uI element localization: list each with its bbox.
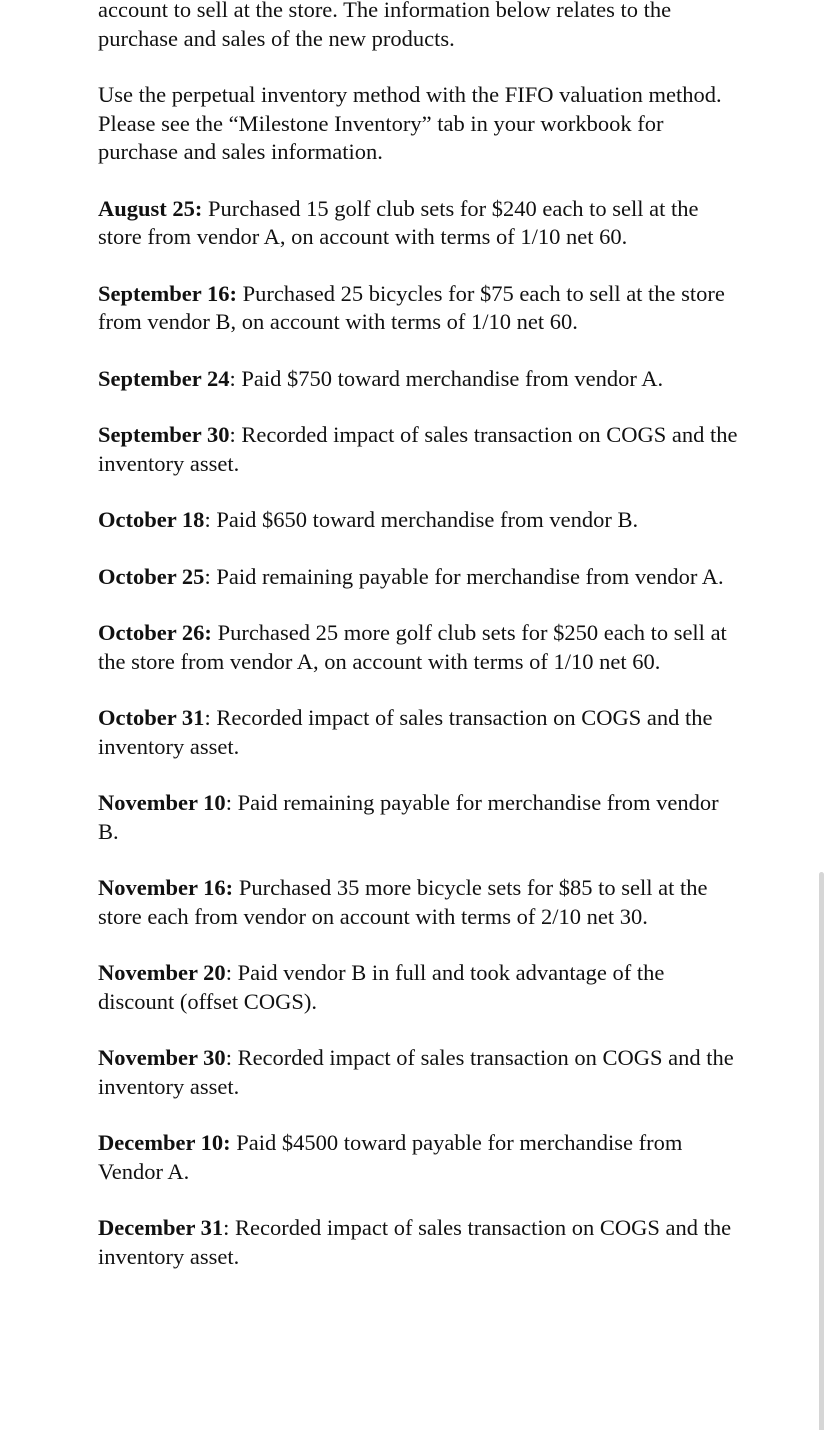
transaction-date: November 20 (98, 960, 226, 985)
transaction-oct-18 (98, 506, 738, 535)
transaction-oct-31 (98, 704, 738, 761)
transaction-nov-10 (98, 789, 738, 846)
transaction-date: October 25 (98, 563, 205, 589)
transaction-date: October 26: (98, 620, 212, 645)
transaction-oct-25 (98, 563, 738, 592)
transaction-date: November 30 (98, 1045, 226, 1070)
vertical-scrollbar[interactable] (819, 872, 824, 1430)
transaction-sep-16 (98, 280, 738, 337)
transaction-date: September 16: (98, 280, 237, 306)
transaction-text: : Paid remaining payable for merchandise from vendor A. (204, 563, 724, 589)
transaction-text: : Paid $750 toward merchandise from vendor A. (229, 365, 664, 391)
transaction-date: September 24 (98, 365, 230, 391)
transaction-oct-26 (98, 619, 738, 676)
transaction-text: Paid $4500 toward payable for merchandise from Vendor A. (98, 1130, 683, 1184)
document-body (98, 0, 738, 1299)
transaction-date: December 31 (98, 1215, 224, 1240)
transaction-aug-25 (98, 195, 738, 252)
transaction-text: Purchased 35 more bicycle sets for $85 to sell at the store each from vendor on account with terms of 2/10 net 30. (98, 875, 708, 929)
transaction-date: August 25: (98, 195, 203, 221)
transaction-nov-30 (98, 1044, 738, 1101)
transaction-text: : Recorded impact of sales transaction on COGS and the inventory asset. (98, 422, 738, 476)
transaction-dec-10 (98, 1129, 738, 1186)
transaction-text: : Recorded impact of sales transaction on COGS and the inventory asset. (98, 1215, 732, 1269)
transaction-text: : Paid $650 toward merchandise from vendor B. (204, 507, 639, 532)
transaction-dec-31 (98, 1214, 738, 1271)
transaction-date: October 31 (98, 705, 205, 730)
transaction-text: Purchased 15 golf club sets for $240 each to sell at the store from vendor A, on account with terms of 1/10 net 60. (98, 195, 699, 249)
transaction-text: : Paid remaining payable for merchandise from vendor B. (98, 790, 719, 844)
transaction-sep-24 (98, 365, 738, 394)
transaction-date: October 18 (98, 507, 205, 532)
transaction-text: Purchased 25 more golf club sets for $250 each to sell at the store from vendor A, on account with terms of 1/10 net 60. (98, 620, 727, 674)
transaction-nov-20 (98, 959, 738, 1016)
intro-paragraph: account to sell at the store. The information below relates to the purchase and sales of the new products. (98, 0, 672, 51)
transaction-sep-30 (98, 421, 738, 478)
transaction-nov-16 (98, 874, 738, 931)
transaction-date: September 30 (98, 422, 230, 447)
transaction-text: : Recorded impact of sales transaction on COGS and the inventory asset. (98, 705, 713, 759)
transaction-text: : Paid vendor B in full and took advantage of the discount (offset COGS). (98, 960, 665, 1014)
instructions-paragraph: Use the perpetual inventory method with the FIFO valuation method. Please see the “Milestone Inventory” tab in your workbook for purchase and sales information. (98, 82, 722, 164)
transaction-date: November 16: (98, 875, 234, 900)
transaction-date: November 10 (98, 790, 226, 815)
transaction-date: December 10: (98, 1130, 231, 1155)
transaction-text: Purchased 25 bicycles for $75 each to sell at the store from vendor B, on account with terms of 1/10 net 60. (98, 280, 725, 334)
transaction-text: : Recorded impact of sales transaction on COGS and the inventory asset. (98, 1045, 734, 1099)
